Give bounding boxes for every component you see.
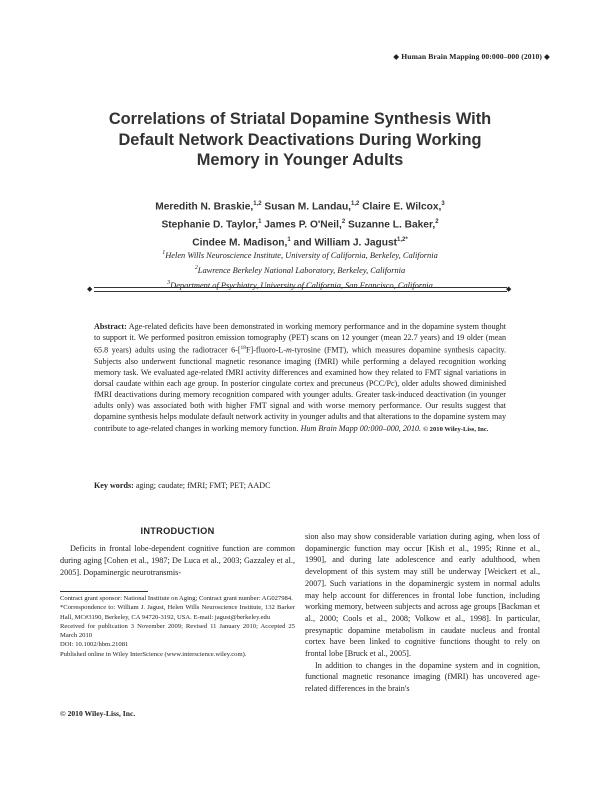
running-head: ◆ Human Brain Mapping 00:000–000 (2010) ◆ bbox=[393, 52, 550, 61]
author-name: Cindee M. Madison, bbox=[192, 237, 288, 249]
paragraph: In addition to changes in the dopamine system and in cognition, functional magnetic resonance imaging (fMRI) has uncovered age-related differences in the brain's bbox=[305, 660, 540, 694]
footnote-grant: Contract grant sponsor: National Institute on Aging; Contract grant number: AG027984. bbox=[60, 595, 293, 602]
title-line: Correlations of Striatal Dopamine Synthesis With bbox=[108, 110, 492, 128]
abstract: Abstract: Age-related deficits have been demonstrated in working memory performance and in the dopamine system thought to support it. We performed positron emission tomography (PET) scans on 12 younger (mean 22.7 years) and 19 older (mean 65.8 years) adults using the radiotracer 6-[$^{18}$F]-fluoro-L-m-tyrosine (FMT), which measures dopamine synthesis capacity. Subjects also underwent functional magnetic resonance imaging (fMRI) while performing a delayed recognition working memory task. We evaluated age-related fMRI activity differences and examined how they related to FMT signal variations in dorsal caudate within each age group. In posterior cingulate cortex and precuneus (PCC/Pc), older adults showed diminished fMRI deactivations during memory recognition compared with younger adults. Greater task-induced deactivation (in younger adults only) was associated both with higher FMT signal and with worse memory performance. Our results suggest that dopamine synthesis helps modulate default network activity in younger adults and that alterations to the dopamine system may contribute to age-related changes in working memory function. Hum Brain Mapp 00:000–000, 2010. © 2010 Wiley-Liss, Inc. bbox=[94, 322, 506, 433]
title-line: Memory in Younger Adults bbox=[196, 151, 404, 169]
affiliation: Department of Psychiatry, University of California, San Francisco, California bbox=[170, 280, 433, 290]
author-name: Meredith N. Braskie, bbox=[155, 201, 254, 213]
affiliation: Lawrence Berkeley National Laboratory, Berkeley, California bbox=[197, 265, 406, 275]
paragraph: Deficits in frontal lobe-dependent cognitive function are common during aging [Cohen et al., 1987; De Luca et al., 2003; Gazzaley et al., 2005]. Dopaminergic neurotransmis- bbox=[60, 544, 295, 577]
copyright-footer: © 2010 Wiley-Liss, Inc. bbox=[60, 709, 136, 718]
footnote-correspondence: *Correspondence to: William J. Jagust, Helen Wills Neuroscience Institute, 132 Barker Hall, MC#3190, Berkeley, CA 94720-3192, USA. E-mail: jagust@berkeley.edu bbox=[60, 604, 295, 621]
keywords-text: aging; caudate; fMRI; FMT; PET; AADC bbox=[135, 481, 271, 490]
abstract-text: Age-related deficits have been demonstrated in working memory performance and in the dopamine system thought to support it. We performed positron emission tomography (PET) scans on 12 younger (mean 22.7 years) and 19 older (mean 65.8 years) adults using the radiotracer 6-[ bbox=[94, 322, 506, 355]
diamond-ornament-icon: ◆ bbox=[506, 285, 512, 293]
author-name: and William J. Jagust bbox=[293, 237, 398, 249]
left-column bbox=[60, 543, 295, 579]
author-name: Claire E. Wilcox, bbox=[362, 201, 442, 213]
abstract-copyright: © 2010 Wiley-Liss, Inc. bbox=[423, 425, 489, 433]
keywords bbox=[94, 480, 506, 491]
divider-rule bbox=[94, 287, 507, 288]
footnote-rule bbox=[60, 591, 148, 592]
author-list: Meredith N. Braskie,$^{1,2}$ Susan M. Landau,$^{1,2}$ Claire E. Wilcox,$^3$ Stephanie D. Taylor,$^1$ James P. O'Neil,$^2$ Suzanne L. Baker,$^2$ Cindee M. Madison,$^1$ and William J. Jagust$^{1,2*}$ bbox=[155, 201, 445, 249]
affiliation: Helen Wills Neuroscience Institute, University of California, Berkeley, California bbox=[165, 250, 438, 260]
footnote-doi: DOI: 10.1002/hbm.21081 bbox=[60, 641, 129, 649]
diamond-ornament-icon: ◆ bbox=[87, 285, 93, 293]
author-name: Susan M. Landau, bbox=[264, 201, 352, 213]
author-name: Stephanie D. Taylor, bbox=[161, 219, 259, 231]
affiliations: $^1$Helen Wills Neuroscience Institute, University of California, Berkeley, California $^2$Lawrence Berkeley National Laboratory, Berkeley, California $^3$Department of Psychiatry, University of California, San Francisco, California bbox=[162, 250, 438, 290]
keywords-label: Key words: bbox=[94, 481, 134, 490]
footnotes bbox=[60, 594, 295, 659]
abstract-citation: Hum Brain Mapp 00:000–000, 2010. bbox=[300, 423, 422, 433]
footnote-published: Published online in Wiley InterScience (www.interscience.wiley.com). bbox=[60, 650, 247, 658]
footnote-received: Received for publication 3 November 2009; Revised 11 January 2010; Accepted 25 March 2010 bbox=[60, 622, 295, 640]
right-column bbox=[305, 531, 540, 695]
author-name: James P. O'Neil, bbox=[264, 219, 342, 231]
paragraph: sion also may show considerable variation during aging, when loss of dopaminergic function may occur [Kish et al., 1995; Rinne et al., 1990], and during late adolescence and early adulthood, when development of this system may still be underway [Weickert et al., 2007]. Such variations in the dopaminergic system in normal adults may help account for differences in frontal lobe function, including working memory, between subjects and across age groups [Backman et al., 2000; Cools et al., 2008; Volkow et al., 1998]. In particular, presynaptic dopamine metabolism in caudate nucleus and frontal cortex have been linked to cognitive functions thought to rely on frontal lobe [Bruck et al., 2005]. bbox=[305, 532, 540, 659]
section-heading: INTRODUCTION bbox=[140, 526, 215, 536]
author-name: Suzanne L. Baker, bbox=[348, 219, 436, 231]
title-line: Default Network Deactivations During Working bbox=[118, 130, 482, 149]
divider-rule bbox=[94, 291, 507, 292]
abstract-label: Abstract: bbox=[94, 322, 127, 331]
article-title bbox=[60, 109, 540, 171]
